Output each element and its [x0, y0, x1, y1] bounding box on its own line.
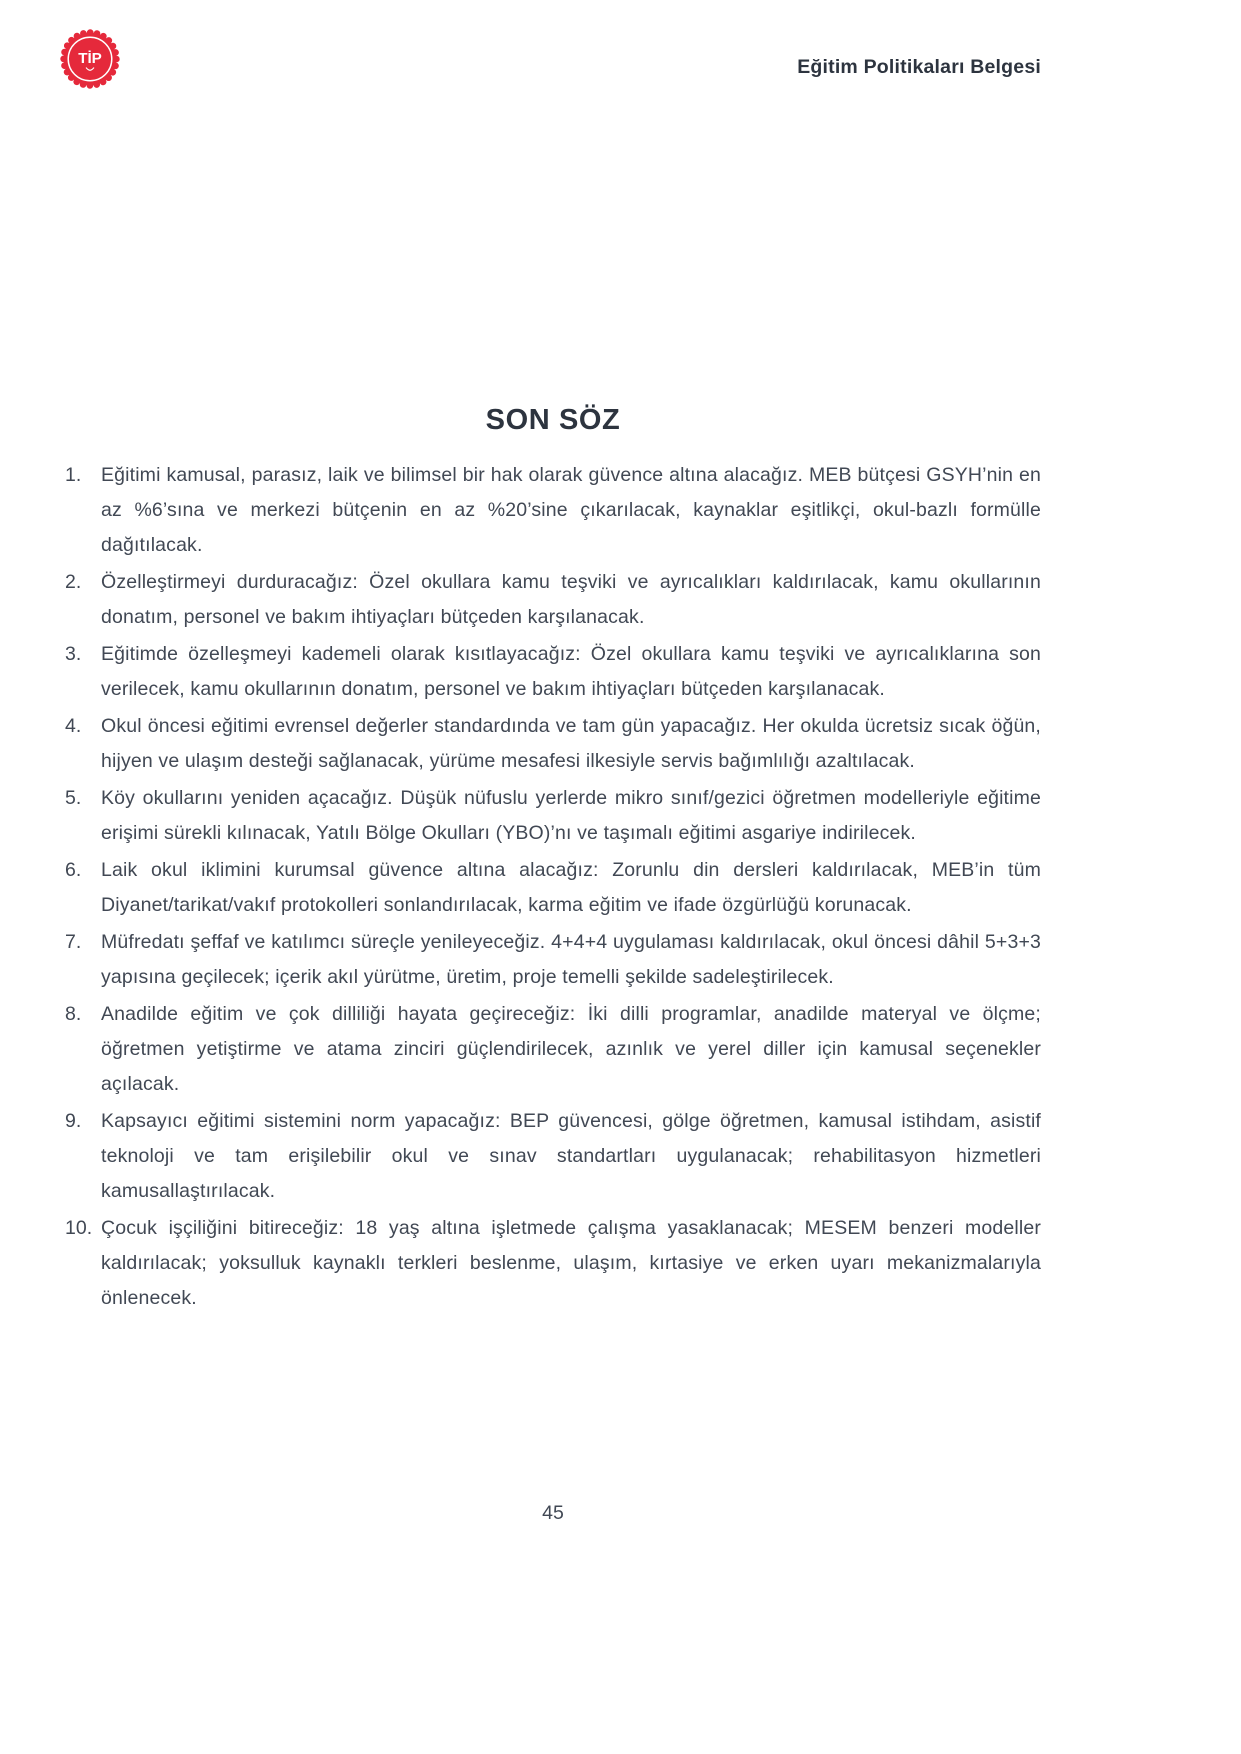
tip-party-logo-icon [57, 26, 123, 92]
item-text: Özelleştirmeyi durduracağız: Özel okullara kamu teşviki ve ayrıcalıkları kaldırılacak, kamu okullarının donatım, personel ve bakım ihtiyaçları bütçeden karşılanacak. [101, 571, 1041, 628]
item-number: 10. [65, 1217, 93, 1239]
item-number: 8. [65, 1003, 82, 1025]
item-text: Kapsayıcı eğitimi sistemini norm yapacağız: BEP güvencesi, gölge öğretmen, kamusal istihdam, asistif teknoloji ve tam erişilebilir okul ve sınav standartları uygulanacak; rehabilitasyon hizmetleri kamusallaştırılacak. [101, 1110, 1041, 1202]
main-content [65, 402, 1041, 1318]
item-number: 9. [65, 1110, 82, 1132]
item-text: Eğitimde özelleşmeyi kademeli olarak kısıtlayacağız: Özel okullara kamu teşviki ve ayrıcalıklarına son verilecek, kamu okullarının donatım, personel ve bakım ihtiyaçları bütçeden karşılanacak. [101, 643, 1041, 700]
item-text: Okul öncesi eğitimi evrensel değerler standardında ve tam gün yapacağız. Her okulda ücretsiz sıcak öğün, hijyen ve ulaşım desteği sağlanacak, yürüme mesafesi ilkesiyle servis bağımlılığı azaltılacak. [101, 715, 1041, 772]
item-text: Eğitimi kamusal, parasız, laik ve bilimsel bir hak olarak güvence altına alacağız. MEB bütçesi GSYH’nin en az %6’sına ve merkezi bütçenin en az %20’sine çıkarılacak, kaynaklar eşitlikçi, okul-bazlı formülle dağıtılacak. [101, 464, 1041, 556]
list-item [65, 997, 1041, 1102]
list-item [65, 925, 1041, 995]
section-title: SON SÖZ [485, 404, 621, 436]
list-item [65, 637, 1041, 707]
list-item [65, 458, 1041, 563]
item-number: 3. [65, 643, 82, 665]
page-header [57, 26, 1041, 92]
document-header-title: Eğitim Politikaları Belgesi [797, 56, 1041, 78]
item-text: Köy okullarını yeniden açacağız. Düşük nüfuslu yerlerde mikro sınıf/gezici öğretmen modelleriyle eğitime erişimi sürekli kılınacak, Yatılı Bölge Okulları (YBO)’nı ve taşımalı eğitimi asgariye indirilecek. [101, 787, 1041, 844]
list-item [65, 781, 1041, 851]
item-number: 2. [65, 571, 82, 593]
list-item [65, 1104, 1041, 1209]
item-number: 6. [65, 859, 82, 881]
list-item [65, 565, 1041, 635]
page-number: 45 [542, 1502, 564, 1524]
list-item [65, 853, 1041, 923]
item-text: Anadilde eğitim ve çok dilliliği hayata geçireceğiz: İki dilli programlar, anadilde materyal ve ölçme; öğretmen yetiştirme ve atama zinciri güçlendirilecek, azınlık ve yerel diller için kamusal seçenekler açılacak. [101, 1003, 1041, 1095]
item-text: Çocuk işçiliğini bitireceğiz: 18 yaş altına işletmede çalışma yasaklanacak; MESEM benzeri modeller kaldırılacak; yoksulluk kaynaklı terkleri beslenme, ulaşım, kırtasiye ve erken uyarı mekanizmalarıyla önlenecek. [101, 1217, 1041, 1309]
policy-list [65, 458, 1041, 1316]
logo-stamp-icon [57, 26, 123, 92]
item-text: Laik okul iklimini kurumsal güvence altına alacağız: Zorunlu din dersleri kaldırılacak, MEB’in tüm Diyanet/tarikat/vakıf protokolleri sonlandırılacak, karma eğitim ve ifade özgürlüğü korunacak. [101, 859, 1041, 916]
item-number: 1. [65, 464, 82, 486]
logo-text: TİP [78, 49, 102, 67]
item-number: 4. [65, 715, 82, 737]
item-text: Müfredatı şeffaf ve katılımcı süreçle yenileyeceğiz. 4+4+4 uygulaması kaldırılacak, okul öncesi dâhil 5+3+3 yapısına geçilecek; içerik akıl yürütme, üretim, proje temelli şekilde sadeleştirilecek. [101, 931, 1041, 988]
list-item [65, 709, 1041, 779]
list-item [65, 1211, 1041, 1316]
item-number: 5. [65, 787, 82, 809]
item-number: 7. [65, 931, 82, 953]
